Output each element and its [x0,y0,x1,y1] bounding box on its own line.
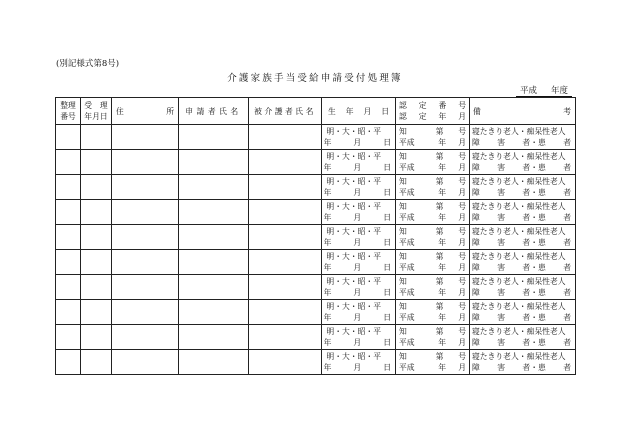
birth-day-label: 日 [383,338,391,347]
birth-month-label: 月 [353,238,362,247]
header-seq-no [56,98,81,125]
table-row [56,200,576,225]
birth-day-label: 日 [383,288,391,297]
remarks-category-1: 寝たきり老人・痴呆性老人 [472,252,566,261]
approval-cell[interactable] [396,200,470,225]
remarks-cat2-part2: 害 [497,238,505,247]
approval-year-label: 年 [438,288,446,297]
remarks-cat2-part1: 障 [472,338,480,347]
birth-era-options: 明・大・昭・平 [326,127,381,136]
header-remarks [470,98,576,125]
remarks-cat2-part1: 障 [472,313,480,322]
header-approval-r1-c2: 定 [418,101,427,110]
header-approval-r2-c2: 定 [418,112,427,121]
remarks-cat2-part2: 害 [497,263,505,272]
remarks-cat2-part3: 者・患 [522,213,546,222]
header-approval-r2-c4: 月 [458,112,466,121]
approval-cell[interactable] [396,225,470,250]
approval-year-label: 年 [438,338,446,347]
remarks-cat2-part4: 者 [563,138,571,147]
approval-year-label: 年 [438,188,446,197]
approval-prefix: 知 [399,152,407,161]
birth-year-label: 年 [323,263,332,272]
remarks-category-1: 寝たきり老人・痴呆性老人 [472,202,566,211]
table-row [56,225,576,250]
cared-person-name-cell[interactable] [249,250,322,275]
birth-day-label: 日 [383,238,391,247]
applicant-name-cell[interactable] [179,200,249,225]
approval-year-label: 年 [438,238,446,247]
remarks-cat2-part2: 害 [497,288,505,297]
approval-cell[interactable] [396,175,470,200]
seq-no-cell[interactable] [56,225,81,250]
approval-go: 号 [458,127,466,136]
applicant-name-cell[interactable] [179,150,249,175]
birth-month-label: 月 [353,313,362,322]
header-receipt-line1: 受 理 [84,101,108,110]
address-cell[interactable] [112,275,179,300]
approval-prefix: 知 [399,252,407,261]
address-cell[interactable] [112,350,179,375]
approval-prefix: 知 [399,277,407,286]
header-approval-r2-c1: 認 [399,112,407,121]
cared-person-name-cell[interactable] [249,275,322,300]
receipt-date-cell[interactable] [81,250,112,275]
approval-go: 号 [458,227,466,236]
approval-era: 平成 [399,263,415,272]
remarks-cat2-part1: 障 [472,213,480,222]
remarks-cat2-part4: 者 [563,263,571,272]
approval-dai: 第 [435,227,444,236]
birth-month-label: 月 [353,363,362,372]
birth-era-options: 明・大・昭・平 [326,227,381,236]
approval-era: 平成 [399,188,415,197]
remarks-cat2-part4: 者 [563,213,571,222]
remarks-cell[interactable] [470,275,576,300]
receipt-date-cell[interactable] [81,300,112,325]
remarks-cat2-part1: 障 [472,163,480,172]
header-remarks-char1: 備 [473,106,481,116]
remarks-cat2-part2: 害 [497,163,505,172]
approval-year-label: 年 [438,213,446,222]
birth-year-label: 年 [323,313,332,322]
birth-era-options: 明・大・昭・平 [326,352,381,361]
header-seq-no-line2: 番号 [60,112,76,121]
seq-no-cell[interactable] [56,250,81,275]
approval-prefix: 知 [399,202,407,211]
remarks-category-1: 寝たきり老人・痴呆性老人 [472,152,566,161]
approval-dai: 第 [435,202,444,211]
remarks-cat2-part1: 障 [472,238,480,247]
birth-era-options: 明・大・昭・平 [326,202,381,211]
remarks-cat2-part2: 害 [497,213,505,222]
applicant-name-cell[interactable] [179,350,249,375]
remarks-cell[interactable] [470,175,576,200]
approval-month-label: 月 [458,213,466,222]
remarks-category-1: 寝たきり老人・痴呆性老人 [472,127,566,136]
table-row [56,325,576,350]
fiscal-year-era: 平成 [520,86,538,96]
birth-day-label: 日 [383,138,391,147]
header-address-char2: 所 [166,106,174,116]
approval-go: 号 [458,277,466,286]
approval-prefix: 知 [399,352,407,361]
approval-dai: 第 [435,277,444,286]
birth-day-label: 日 [383,163,391,172]
seq-no-cell[interactable] [56,150,81,175]
remarks-category-1: 寝たきり老人・痴呆性老人 [472,227,566,236]
seq-no-cell[interactable] [56,350,81,375]
approval-month-label: 月 [458,238,466,247]
address-cell[interactable] [112,200,179,225]
address-cell[interactable] [112,125,179,150]
approval-prefix: 知 [399,127,407,136]
remarks-cat2-part3: 者・患 [522,338,546,347]
approval-month-label: 月 [458,188,466,197]
birth-date-cell[interactable] [322,350,396,375]
applicant-name-cell[interactable] [179,175,249,200]
approval-prefix: 知 [399,177,407,186]
remarks-cell[interactable] [470,125,576,150]
address-cell[interactable] [112,300,179,325]
header-address [112,98,179,125]
seq-no-cell[interactable] [56,300,81,325]
receipt-date-cell[interactable] [81,175,112,200]
receipt-date-cell[interactable] [81,125,112,150]
birth-date-cell[interactable] [322,300,396,325]
remarks-cat2-part1: 障 [472,288,480,297]
birth-date-cell[interactable] [322,200,396,225]
approval-dai: 第 [435,302,444,311]
approval-era: 平成 [399,238,415,247]
birth-date-cell[interactable] [322,175,396,200]
approval-go: 号 [458,202,466,211]
approval-go: 号 [458,327,466,336]
applicant-name-cell[interactable] [179,125,249,150]
approval-dai: 第 [435,352,444,361]
approval-era: 平成 [399,288,415,297]
remarks-cat2-part4: 者 [563,188,571,197]
table-row [56,250,576,275]
birth-month-label: 月 [353,138,362,147]
approval-prefix: 知 [399,302,407,311]
remarks-cat2-part1: 障 [472,263,480,272]
birth-era-options: 明・大・昭・平 [326,152,381,161]
approval-era: 平成 [399,363,415,372]
birth-date-cell[interactable] [322,225,396,250]
birth-year-label: 年 [323,213,332,222]
approval-dai: 第 [435,327,444,336]
remarks-cat2-part2: 害 [497,313,505,322]
remarks-cat2-part2: 害 [497,338,505,347]
remarks-cat2-part4: 者 [563,288,571,297]
birth-month-label: 月 [353,188,362,197]
header-birth-char3: 月 [363,106,372,116]
receipt-date-cell[interactable] [81,275,112,300]
header-birth-char4: 日 [381,106,389,116]
header-cared-person-name: 被介護者氏名 [249,98,322,125]
header-approval [396,98,470,125]
receipt-date-cell[interactable] [81,225,112,250]
address-cell[interactable] [112,250,179,275]
birth-era-options: 明・大・昭・平 [326,277,381,286]
address-cell[interactable] [112,150,179,175]
applicant-name-cell[interactable] [179,300,249,325]
header-approval-r2-c3: 年 [438,112,447,121]
approval-year-label: 年 [438,263,446,272]
approval-go: 号 [458,302,466,311]
birth-year-label: 年 [323,163,332,172]
cared-person-name-cell[interactable] [249,150,322,175]
table-row [56,150,576,175]
approval-era: 平成 [399,213,415,222]
remarks-category-1: 寝たきり老人・痴呆性老人 [472,327,566,336]
remarks-category-1: 寝たきり老人・痴呆性老人 [472,352,566,361]
approval-prefix: 知 [399,227,407,236]
seq-no-cell[interactable] [56,325,81,350]
remarks-cat2-part1: 障 [472,363,480,372]
remarks-category-1: 寝たきり老人・痴呆性老人 [472,177,566,186]
remarks-cat2-part3: 者・患 [522,363,546,372]
cared-person-name-cell[interactable] [249,200,322,225]
applicant-name-cell[interactable] [179,225,249,250]
header-address-char1: 住 [116,106,124,116]
applicant-name-cell[interactable] [179,275,249,300]
approval-era: 平成 [399,138,415,147]
remarks-cat2-part3: 者・患 [522,263,546,272]
birth-year-label: 年 [323,288,332,297]
header-row [56,98,576,125]
approval-go: 号 [458,252,466,261]
birth-year-label: 年 [323,138,332,147]
cared-person-name-cell[interactable] [249,225,322,250]
approval-year-label: 年 [438,163,446,172]
approval-cell[interactable] [396,325,470,350]
remarks-cat2-part4: 者 [563,238,571,247]
remarks-cat2-part3: 者・患 [522,238,546,247]
approval-go: 号 [458,352,466,361]
approval-cell[interactable] [396,125,470,150]
address-cell[interactable] [112,175,179,200]
seq-no-cell[interactable] [56,275,81,300]
approval-month-label: 月 [458,163,466,172]
approval-cell[interactable] [396,250,470,275]
approval-dai: 第 [435,152,444,161]
birth-era-options: 明・大・昭・平 [326,302,381,311]
cared-person-name-cell[interactable] [249,350,322,375]
remarks-cat2-part4: 者 [563,338,571,347]
remarks-cat2-part1: 障 [472,138,480,147]
remarks-cell[interactable] [470,250,576,275]
register-table [55,97,576,375]
birth-month-label: 月 [353,338,362,347]
remarks-cat2-part3: 者・患 [522,313,546,322]
approval-cell[interactable] [396,275,470,300]
header-seq-no-line1: 整理 [60,101,76,110]
table-row [56,175,576,200]
fiscal-year-suffix: 年度 [551,86,569,96]
header-approval-r1-c4: 号 [458,101,466,110]
approval-era: 平成 [399,313,415,322]
birth-era-options: 明・大・昭・平 [326,327,381,336]
remarks-cat2-part3: 者・患 [522,163,546,172]
address-cell[interactable] [112,325,179,350]
approval-cell[interactable] [396,300,470,325]
birth-day-label: 日 [383,363,391,372]
approval-month-label: 月 [458,363,466,372]
approval-month-label: 月 [458,138,466,147]
remarks-cell[interactable] [470,225,576,250]
remarks-cat2-part3: 者・患 [522,138,546,147]
approval-year-label: 年 [438,363,446,372]
table-row [56,300,576,325]
birth-day-label: 日 [383,188,391,197]
approval-dai: 第 [435,252,444,261]
remarks-cat2-part3: 者・患 [522,288,546,297]
approval-year-label: 年 [438,138,446,147]
approval-cell[interactable] [396,150,470,175]
header-approval-r1-c3: 番 [438,101,447,110]
birth-era-options: 明・大・昭・平 [326,177,381,186]
cared-person-name-cell[interactable] [249,175,322,200]
birth-date-cell[interactable] [322,150,396,175]
remarks-cell[interactable] [470,150,576,175]
birth-month-label: 月 [353,288,362,297]
header-birth-char2: 年 [345,106,354,116]
birth-day-label: 日 [383,263,391,272]
header-approval-r1-c1: 認 [399,101,407,110]
fiscal-year [520,84,568,96]
remarks-cat2-part3: 者・患 [522,188,546,197]
approval-go: 号 [458,177,466,186]
remarks-category-1: 寝たきり老人・痴呆性老人 [472,302,566,311]
approval-go: 号 [458,152,466,161]
approval-prefix: 知 [399,327,407,336]
remarks-cat2-part2: 害 [497,138,505,147]
approval-dai: 第 [435,127,444,136]
birth-date-cell[interactable] [322,250,396,275]
birth-day-label: 日 [383,313,391,322]
remarks-cell[interactable] [470,300,576,325]
header-remarks-char2: 考 [563,106,571,116]
birth-date-cell[interactable] [322,125,396,150]
approval-year-label: 年 [438,313,446,322]
remarks-cat2-part2: 害 [497,363,505,372]
approval-month-label: 月 [458,288,466,297]
birth-era-options: 明・大・昭・平 [326,252,381,261]
approval-era: 平成 [399,163,415,172]
remarks-category-1: 寝たきり老人・痴呆性老人 [472,277,566,286]
birth-day-label: 日 [383,213,391,222]
birth-date-cell[interactable] [322,275,396,300]
remarks-cell[interactable] [470,350,576,375]
applicant-name-cell[interactable] [179,325,249,350]
approval-cell[interactable] [396,350,470,375]
remarks-cat2-part4: 者 [563,163,571,172]
form-number: (別記様式第8号) [56,59,120,69]
table-row [56,350,576,375]
remarks-cat2-part4: 者 [563,363,571,372]
table-row [56,275,576,300]
birth-date-cell[interactable] [322,325,396,350]
header-receipt-line2: 年月日 [84,112,108,121]
approval-month-label: 月 [458,338,466,347]
cared-person-name-cell[interactable] [249,325,322,350]
birth-month-label: 月 [353,213,362,222]
receipt-date-cell[interactable] [81,350,112,375]
birth-year-label: 年 [323,188,332,197]
remarks-cat2-part4: 者 [563,313,571,322]
seq-no-cell[interactable] [56,200,81,225]
applicant-name-cell[interactable] [179,250,249,275]
header-applicant-name: 申請者氏名 [179,98,249,125]
remarks-cell[interactable] [470,325,576,350]
seq-no-cell[interactable] [56,125,81,150]
remarks-cat2-part2: 害 [497,188,505,197]
address-cell[interactable] [112,225,179,250]
table-row [56,125,576,150]
birth-year-label: 年 [323,363,332,372]
cared-person-name-cell[interactable] [249,125,322,150]
document-title: 介護家族手当受給申請受付処理簿 [227,73,403,84]
birth-month-label: 月 [353,163,362,172]
remarks-cell[interactable] [470,200,576,225]
birth-year-label: 年 [323,338,332,347]
remarks-cat2-part1: 障 [472,188,480,197]
approval-month-label: 月 [458,313,466,322]
receipt-date-cell[interactable] [81,200,112,225]
receipt-date-cell[interactable] [81,325,112,350]
header-birth-char1: 生 [328,106,336,116]
seq-no-cell[interactable] [56,175,81,200]
receipt-date-cell[interactable] [81,150,112,175]
approval-month-label: 月 [458,263,466,272]
approval-dai: 第 [435,177,444,186]
header-receipt-date [81,98,112,125]
birth-month-label: 月 [353,263,362,272]
cared-person-name-cell[interactable] [249,300,322,325]
approval-era: 平成 [399,338,415,347]
header-birth-date [322,98,396,125]
birth-year-label: 年 [323,238,332,247]
